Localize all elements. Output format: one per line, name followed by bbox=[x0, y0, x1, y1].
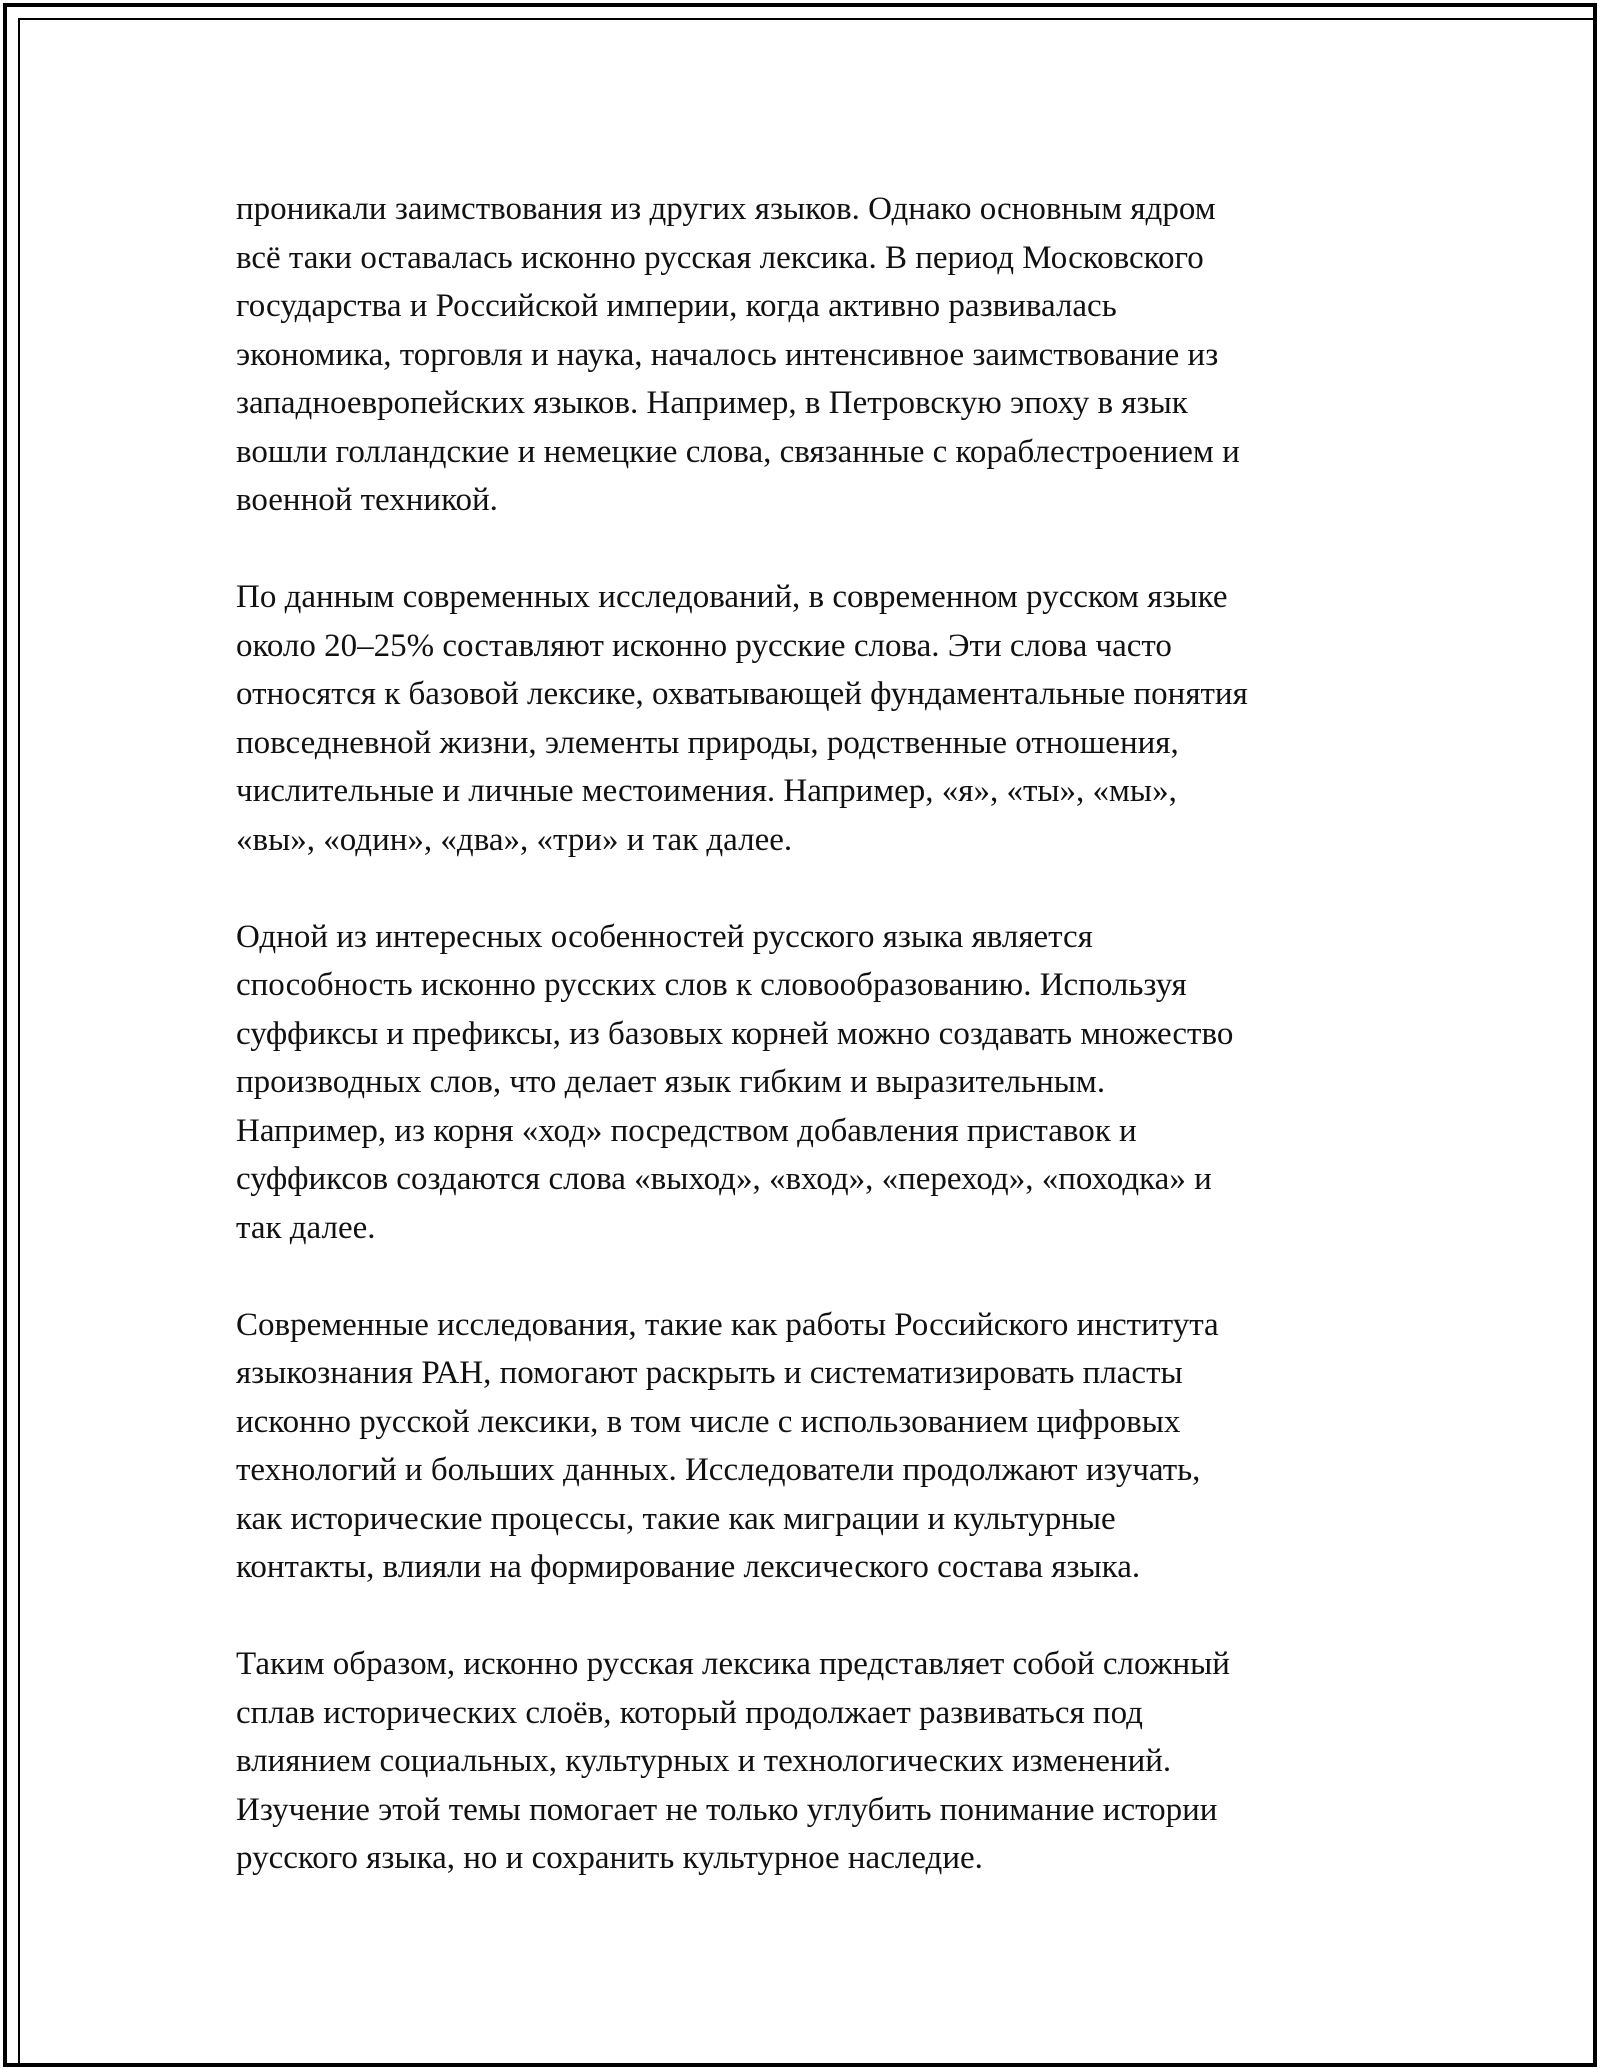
paragraph-conclusion: Таким образом, исконно русская лексика представляет собой сложный сплав исторических слоёв, который продолжает развиваться под влиянием социальных, культурных и технологических изменений. Изучение этой темы помогает не только углубить понимание истории русского языка, но и сохранить культурное наследие. bbox=[236, 1646, 1230, 1876]
paragraph-modern-research: Современные исследования, такие как работы Российского института языкознания РАН, помогают раскрыть и систематизировать пласты исконно русской лексики, в том числе с использованием цифровых технологий и больших данных. Исследователи продолжают изучать, как исторические процессы, такие как миграции и культурные контакты, влияли на формирование лексического состава языка. bbox=[236, 1306, 1219, 1585]
paragraph-research-statistics: По данным современных исследований, в современном русском языке около 20–25% составляют исконно русские слова. Эти слова часто относятся к базовой лексике, охватывающей фундаментальные понятия повседневной жизни, элементы природы, родственные отношения, числительные и личные местоимения. Например, «я», «ты», «мы», «вы», «один», «два», «три» и так далее. bbox=[236, 579, 1248, 858]
document-body bbox=[236, 185, 1396, 1883]
paragraph-word-formation: Одной из интересных особенностей русского языка является способность исконно русских слов к словообразованию. Используя суффиксы и префиксы, из базовых корней можно создавать множество производных слов, что делает язык гибким и выразительным. Например, из корня «ход» посредством добавления приставок и суффиксов создаются слова «выход», «вход», «переход», «походка» и так далее. bbox=[236, 918, 1234, 1246]
paragraph-borrowings: проникали заимствования из других языков. Однако основным ядром всё таки оставалась исконно русская лексика. В период Московского государства и Российской империи, когда активно развивалась экономика, торговля и наука, началось интенсивное заимствование из западноевропейских языков. Например, в Петровскую эпоху в язык вошли голландские и немецкие слова, связанные с кораблестроением и военной техникой. bbox=[236, 191, 1240, 518]
